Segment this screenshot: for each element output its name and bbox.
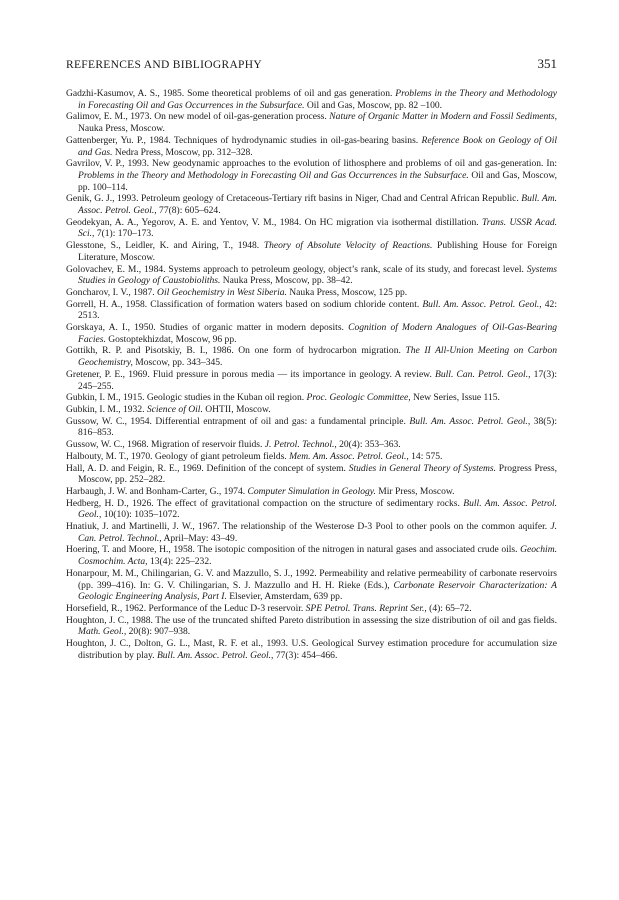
reference-list [66, 88, 557, 661]
reference-text: Gubkin, I. M., 1932. [66, 403, 147, 415]
reference-text: 38(5): 816–853. [78, 415, 558, 439]
reference-source-italic: Problems in the Theory and Methodology in Forecasting Oil and Gas Occurrences in the Subsurface. [78, 169, 469, 181]
reference-source-italic: Bull. Am. Assoc. Petrol. Geol., [78, 497, 558, 521]
reference-source-italic: J. Petrol. Technol., [264, 439, 337, 451]
reference-text: Gadzhi-Kasumov, A. S., 1985. Some theoretical problems of oil and gas generation. [66, 88, 396, 99]
reference-text: Hedberg, H. D., 1926. The effect of gravitational compaction on the structure of sedimentary rocks. [66, 497, 464, 509]
reference-text: Hoering, T. and Moore, H., 1958. The isotopic composition of the nitrogen in natural gases and associated crude oils. [66, 544, 521, 556]
reference-entry [66, 544, 557, 567]
reference-text: Geodekyan, A. A., Yegorov, A. E. and Yentov, V. M., 1984. On HC migration via isothermal distillation. [66, 216, 483, 228]
reference-source-italic: Bull. Am. Assoc. Petrol. Geol., [422, 298, 542, 310]
reference-entry [66, 217, 557, 240]
reference-entry [66, 264, 557, 287]
reference-source-italic: The II All-Union Meeting on Carbon Geochemistry, [78, 345, 557, 369]
reference-text: Harbaugh, J. W. and Bonham-Carter, G., 1974. [66, 485, 248, 497]
reference-text: Gattenberger, Yu. P., 1984. Techniques of hydrodynamic studies in oil-gas-bearing basins. [66, 134, 422, 146]
reference-text: Gussow, W. C., 1954. Differential entrapment of oil and gas: a fundamental principle. [66, 415, 410, 427]
reference-entry [66, 240, 557, 263]
reference-text: 14: 575. [408, 450, 443, 462]
page-number: 351 [537, 56, 557, 71]
reference-source-italic: Oil Geochemistry in West Siberia. [157, 286, 287, 298]
reference-text: (4): 65–72. [426, 602, 472, 614]
reference-text: 20(4): 353–363. [336, 439, 401, 451]
reference-text: Gubkin, I. M., 1915. Geologic studies in the Kuban oil region. [66, 392, 307, 404]
reference-text: Gorrell, H. A., 1958. Classification of formation waters based on sodium chloride content. [66, 298, 423, 310]
reference-entry [66, 498, 557, 521]
running-header [66, 56, 557, 72]
reference-source-italic: Trans. USSR Acad. Sci., [78, 216, 557, 240]
reference-text: Nauka Press, Moscow, pp. 38–42. [220, 275, 353, 287]
reference-entry [66, 193, 557, 216]
reference-text: Halbouty, M. T., 1970. Geology of giant petroleum fields. [66, 450, 290, 462]
reference-source-italic: Bull. Can. Petrol. Geol., [435, 368, 531, 380]
reference-source-italic: Science of Oil. [146, 403, 203, 415]
reference-entry [66, 416, 557, 439]
reference-text: 42: 2513. [78, 298, 557, 322]
reference-source-italic: Cognition of Modern Analogues of Oil-Gas-Bearing Facies. [78, 322, 557, 345]
reference-source-italic: Studies in General Theory of Systems. [348, 462, 496, 474]
reference-text: Gretener, P. E., 1969. Fluid pressure in porous media — its importance in geology. A review. [66, 368, 436, 380]
reference-text: Houghton, J. C., 1988. The use of the truncated shifted Pareto distribution in assessing the size distribution of oil and gas fields. [66, 614, 557, 626]
reference-text: Galimov, E. M., 1973. On new model of oil-gas-generation process. [66, 111, 330, 123]
reference-source-italic: Proc. Geologic Committee, [306, 392, 411, 404]
reference-source-italic: Bull. Am. Assoc. Petrol. Geol., [156, 649, 274, 661]
reference-text: Mir Press, Moscow. [375, 485, 455, 497]
reference-source-italic: Nature of Organic Matter in Modern and Fossil Sediments, [329, 111, 557, 123]
reference-text: Progress Press, Moscow, pp. 252–282. [78, 462, 557, 486]
reference-entry [66, 392, 557, 404]
reference-text: Gussow, W. C., 1968. Migration of reservoir fluids. [66, 439, 265, 451]
reference-entry [66, 451, 557, 463]
reference-text: Publishing House for Foreign Literature, Moscow. [78, 240, 558, 263]
reference-text: Oil and Gas, Moscow, pp. 100–114. [78, 169, 557, 193]
reference-source-italic: Bull. Am. Assoc. Petrol. Geol., [78, 193, 558, 217]
reference-text: Horsefield, R., 1962. Performance of the Leduc D-3 reservoir. [66, 602, 306, 614]
reference-text: 13(4): 225–232. [147, 556, 212, 568]
reference-text: Gottikh, R. P. and Pisotskiy, B. I., 1986. On one form of hydrocarbon migration. [66, 345, 406, 357]
reference-source-italic: Geochim. Cosmochim. Acta, [78, 544, 557, 568]
reference-entry [66, 638, 557, 661]
reference-text: Hall, A. D. and Feigin, R. E., 1969. Definition of the concept of system. [66, 462, 349, 474]
reference-entry [66, 299, 557, 322]
reference-source-italic: J. Can. Petrol. Technol., [78, 521, 557, 544]
reference-text: April–May: 43–49. [161, 532, 238, 544]
reference-source-italic: Bull. Am. Assoc. Petrol. Geol., [409, 415, 531, 427]
reference-source-italic: Reference Book on Geology of Oil and Gas. [78, 134, 557, 158]
reference-text: 17(3): 245–255. [78, 368, 557, 392]
reference-source-italic: Computer Simulation in Geology. [247, 485, 376, 497]
reference-text: Glesstone, S., Leidler, K. and Airing, T., 1948. [66, 240, 264, 252]
reference-entry [66, 486, 557, 498]
reference-source-italic: Math. Geol., [78, 626, 127, 638]
reference-text: New Series, Issue 115. [410, 392, 500, 404]
reference-text: Moscow, pp. 343–345. [132, 357, 223, 369]
reference-text: Goncharov, I. V., 1987. [66, 286, 158, 298]
reference-source-italic: Mem. Am. Assoc. Petrol. Geol., [289, 450, 409, 462]
reference-entry [66, 568, 557, 603]
reference-text: Hnatiuk, J. and Martinelli, J. W., 1967. The relationship of the Westerose D-3 Pool to other pools on the common aquifer. [66, 521, 551, 533]
reference-text: 77(8): 605–624. [156, 205, 221, 217]
reference-text: Gostoptekhizdat, Moscow, 96 pp. [105, 333, 237, 345]
reference-source-italic: SPE Petrol. Trans. Reprint Ser., [305, 602, 427, 614]
reference-text: Nauka Press, Moscow, 125 pp. [286, 286, 408, 298]
reference-source-italic: Theory of Absolute Velocity of Reactions. [263, 240, 433, 252]
reference-text: 7(1): 170–173. [94, 228, 154, 240]
reference-entry [66, 369, 557, 392]
reference-text: Houghton, J. C., Dolton, G. L., Mast, R. F. et al., 1993. U.S. Geological Survey estimation procedure for accumulation size distribution by play. [66, 638, 557, 661]
reference-entry [66, 111, 557, 134]
reference-text: Gorskaya, A. I., 1950. Studies of organic matter in modern deposits. [66, 322, 349, 334]
reference-entry [66, 463, 557, 486]
reference-entry [66, 521, 557, 544]
reference-text: Genik, G. J., 1993. Petroleum geology of Cretaceous-Tertiary rift basins in Niger, Chad and Central African Republic. [66, 193, 522, 205]
reference-text: Golovachev, E. M., 1984. Systems approach to petroleum geology, object’s rank, scale of its study, and forecast level. [66, 263, 527, 275]
reference-entry [66, 135, 557, 158]
reference-text: Oil and Gas, Moscow, pp. 82 –100. [304, 99, 443, 111]
reference-source-italic: Problems in the Theory and Methodology in Forecasting Oil and Gas Occurrences in the Subsurface. [78, 88, 557, 111]
reference-source-italic: Carbonate Reservoir Characterization: A Geologic Engineering Analysis, Part I. [78, 579, 557, 603]
reference-text: Nedra Press, Moscow, pp. 312–328. [112, 146, 253, 158]
reference-text: Gavrilov, V. P., 1993. New geodynamic approaches to the evolution of lithosphere and problems of oil and gas-generation. In: [66, 158, 557, 170]
reference-entry [66, 615, 557, 638]
reference-entry [66, 345, 557, 368]
reference-text: Nauka Press, Moscow. [78, 123, 165, 135]
reference-text: Elsevier, Amsterdam, 639 pp. [226, 591, 343, 603]
reference-entry [66, 158, 557, 193]
reference-text: OHTII, Moscow. [202, 403, 271, 415]
reference-text: 10(10): 1035–1072. [101, 509, 180, 521]
reference-entry [66, 404, 557, 416]
reference-source-italic: Systems Studies in Geology of Caustobioliths. [78, 263, 557, 287]
running-title: REFERENCES AND BIBLIOGRAPHY [66, 59, 262, 71]
reference-entry [66, 88, 557, 111]
reference-text: 20(8): 907–938. [126, 626, 191, 638]
reference-entry [66, 439, 557, 451]
reference-text: Honarpour, M. M., Chilingarian, G. V. and Mazzullo, S. J., 1992. Permeability and relative permeability of carbonate reservoirs (pp. 399–416). In: G. V. Chilingarian, S. J. Mazzullo and H. H. Rieke (Eds.), [66, 567, 557, 591]
reference-entry [66, 287, 557, 299]
reference-entry [66, 603, 557, 615]
reference-text: 77(3): 454–466. [273, 649, 338, 661]
reference-entry [66, 322, 557, 345]
